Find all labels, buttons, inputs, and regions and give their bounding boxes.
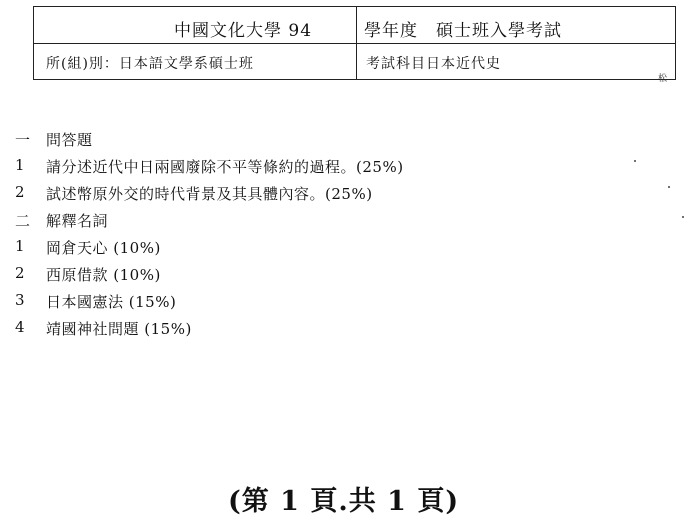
term-text: 日本國憲法 (15%): [46, 293, 177, 311]
school-year: 中國文化大學 94: [174, 21, 313, 41]
term-item: [15, 316, 655, 343]
term-text: 岡倉天心 (10%): [46, 239, 161, 257]
scan-speck: [634, 160, 636, 162]
seal-mark: 松: [658, 74, 668, 84]
question-item: [15, 154, 655, 181]
scan-speck: [668, 186, 670, 188]
exam-header: [33, 6, 676, 80]
header-divider: [356, 7, 357, 79]
section-heading-1: [15, 127, 655, 154]
section-title: 問答題: [46, 131, 93, 149]
question-item: [15, 181, 655, 208]
header-info-row: [34, 44, 675, 79]
department-label: 所(組)別：日本語文學系碩士班: [46, 56, 254, 72]
term-text: 西原借款 (10%): [46, 266, 161, 284]
scan-speck: [682, 216, 684, 218]
question-text: 請分述近代中日兩國廢除不平等條約的過程。(25%): [46, 158, 404, 176]
term-item: [15, 289, 655, 316]
question-text: 試述幣原外交的時代背景及其具體內容。(25%): [46, 185, 373, 203]
header-title-row: [34, 7, 675, 44]
section-number: 二: [15, 212, 31, 230]
section-heading-2: [15, 208, 655, 235]
term-item: [15, 262, 655, 289]
term-item: [15, 235, 655, 262]
term-number: 4: [15, 318, 25, 336]
section-title: 解釋名詞: [46, 212, 109, 230]
term-number: 1: [15, 237, 25, 255]
question-number: 1: [15, 156, 25, 174]
term-number: 2: [15, 264, 25, 282]
term-number: 3: [15, 291, 25, 309]
page-number: (第 1 頁.共 1 頁): [228, 486, 460, 517]
question-list: [15, 127, 655, 343]
term-text: 靖國神社問題 (15%): [46, 320, 192, 338]
section-number: 一: [15, 131, 31, 149]
exam-title: 學年度 碩士班入學考試: [364, 21, 562, 41]
subject-label: 考試科目日本近代史: [366, 56, 501, 72]
question-number: 2: [15, 183, 25, 201]
